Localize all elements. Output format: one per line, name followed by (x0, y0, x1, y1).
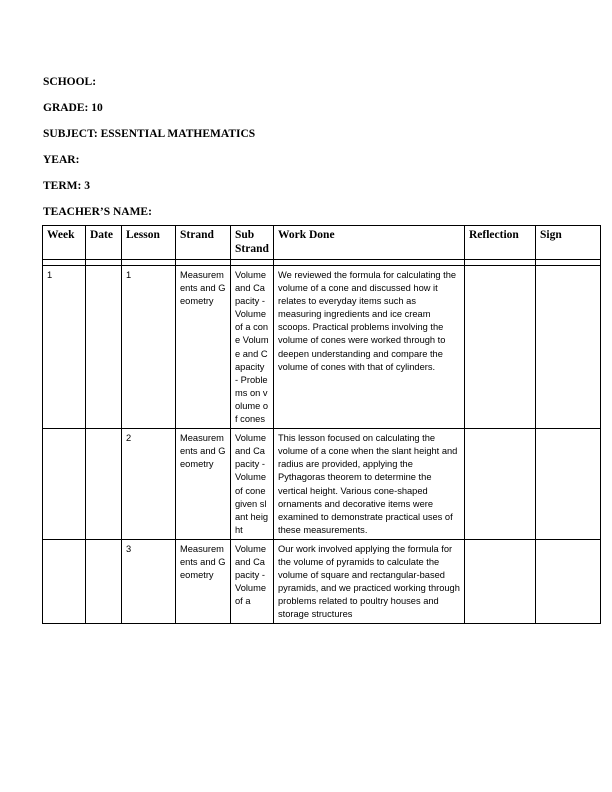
column-header-lesson: Lesson (122, 226, 176, 260)
scheme-of-work-table (42, 225, 601, 624)
reflection-cell (465, 539, 536, 624)
sub-strand-cell: Volume and Capacity - Volume of a cone Volume and Capacity - Problems on volume of cones (231, 266, 274, 429)
column-header-sub-strand: Sub Strand (231, 226, 274, 260)
work-done-cell: Our work involved applying the formula for the volume of pyramids to calculate the volume of square and rectangular-based pyramids, and we practiced working through problems related to poultry houses and storage structures (274, 539, 465, 624)
strand-cell: Measurements and Geometry (176, 539, 231, 624)
sub-strand-cell: Volume and Capacity - Volume of a (231, 539, 274, 624)
work-done-cell: We reviewed the formula for calculating the volume of a cone and discussed how it relates to everyday items such as measuring ingredients and ice cream scoops. Practical problems involving the volume of cones were worked through to deepen understanding and compare the volume of cones with that of cylinders. (274, 266, 465, 429)
sign-cell (536, 539, 601, 624)
column-header-work-done: Work Done (274, 226, 465, 260)
reflection-cell (465, 429, 536, 540)
column-header-week: Week (43, 226, 86, 260)
sign-cell (536, 429, 601, 540)
table-row (43, 429, 601, 540)
lesson-cell: 3 (122, 539, 176, 624)
week-cell (43, 429, 86, 540)
date-cell (86, 266, 122, 429)
reflection-cell (465, 266, 536, 429)
column-header-strand: Strand (176, 226, 231, 260)
column-header-sign: Sign (536, 226, 601, 260)
subject-label: SUBJECT: ESSENTIAL MATHEMATICS (43, 128, 256, 140)
table-row (43, 266, 601, 429)
date-cell (86, 429, 122, 540)
lesson-cell: 1 (122, 266, 176, 429)
column-header-reflection: Reflection (465, 226, 536, 260)
week-cell (43, 539, 86, 624)
year-label: YEAR: (43, 154, 80, 166)
term-label: TERM: 3 (43, 180, 90, 192)
week-cell: 1 (43, 266, 86, 429)
sub-strand-cell: Volume and Capacity - Volume of cone given slant height (231, 429, 274, 540)
sign-cell (536, 266, 601, 429)
table-row (43, 539, 601, 624)
date-cell (86, 539, 122, 624)
strand-cell: Measurements and Geometry (176, 429, 231, 540)
lesson-cell: 2 (122, 429, 176, 540)
work-done-cell: This lesson focused on calculating the volume of a cone when the slant height and radius are provided, applying the Pythagoras theorem to determine the vertical height. Various cone-shaped ornaments and decorative items were examined to demonstrate practical uses of these measurements. (274, 429, 465, 540)
grade-label: GRADE: 10 (43, 102, 103, 114)
teacher-name-label: TEACHER’S NAME: (43, 206, 152, 218)
table-header-row (43, 226, 601, 260)
school-label: SCHOOL: (43, 76, 97, 88)
strand-cell: Measurements and Geometry (176, 266, 231, 429)
column-header-date: Date (86, 226, 122, 260)
